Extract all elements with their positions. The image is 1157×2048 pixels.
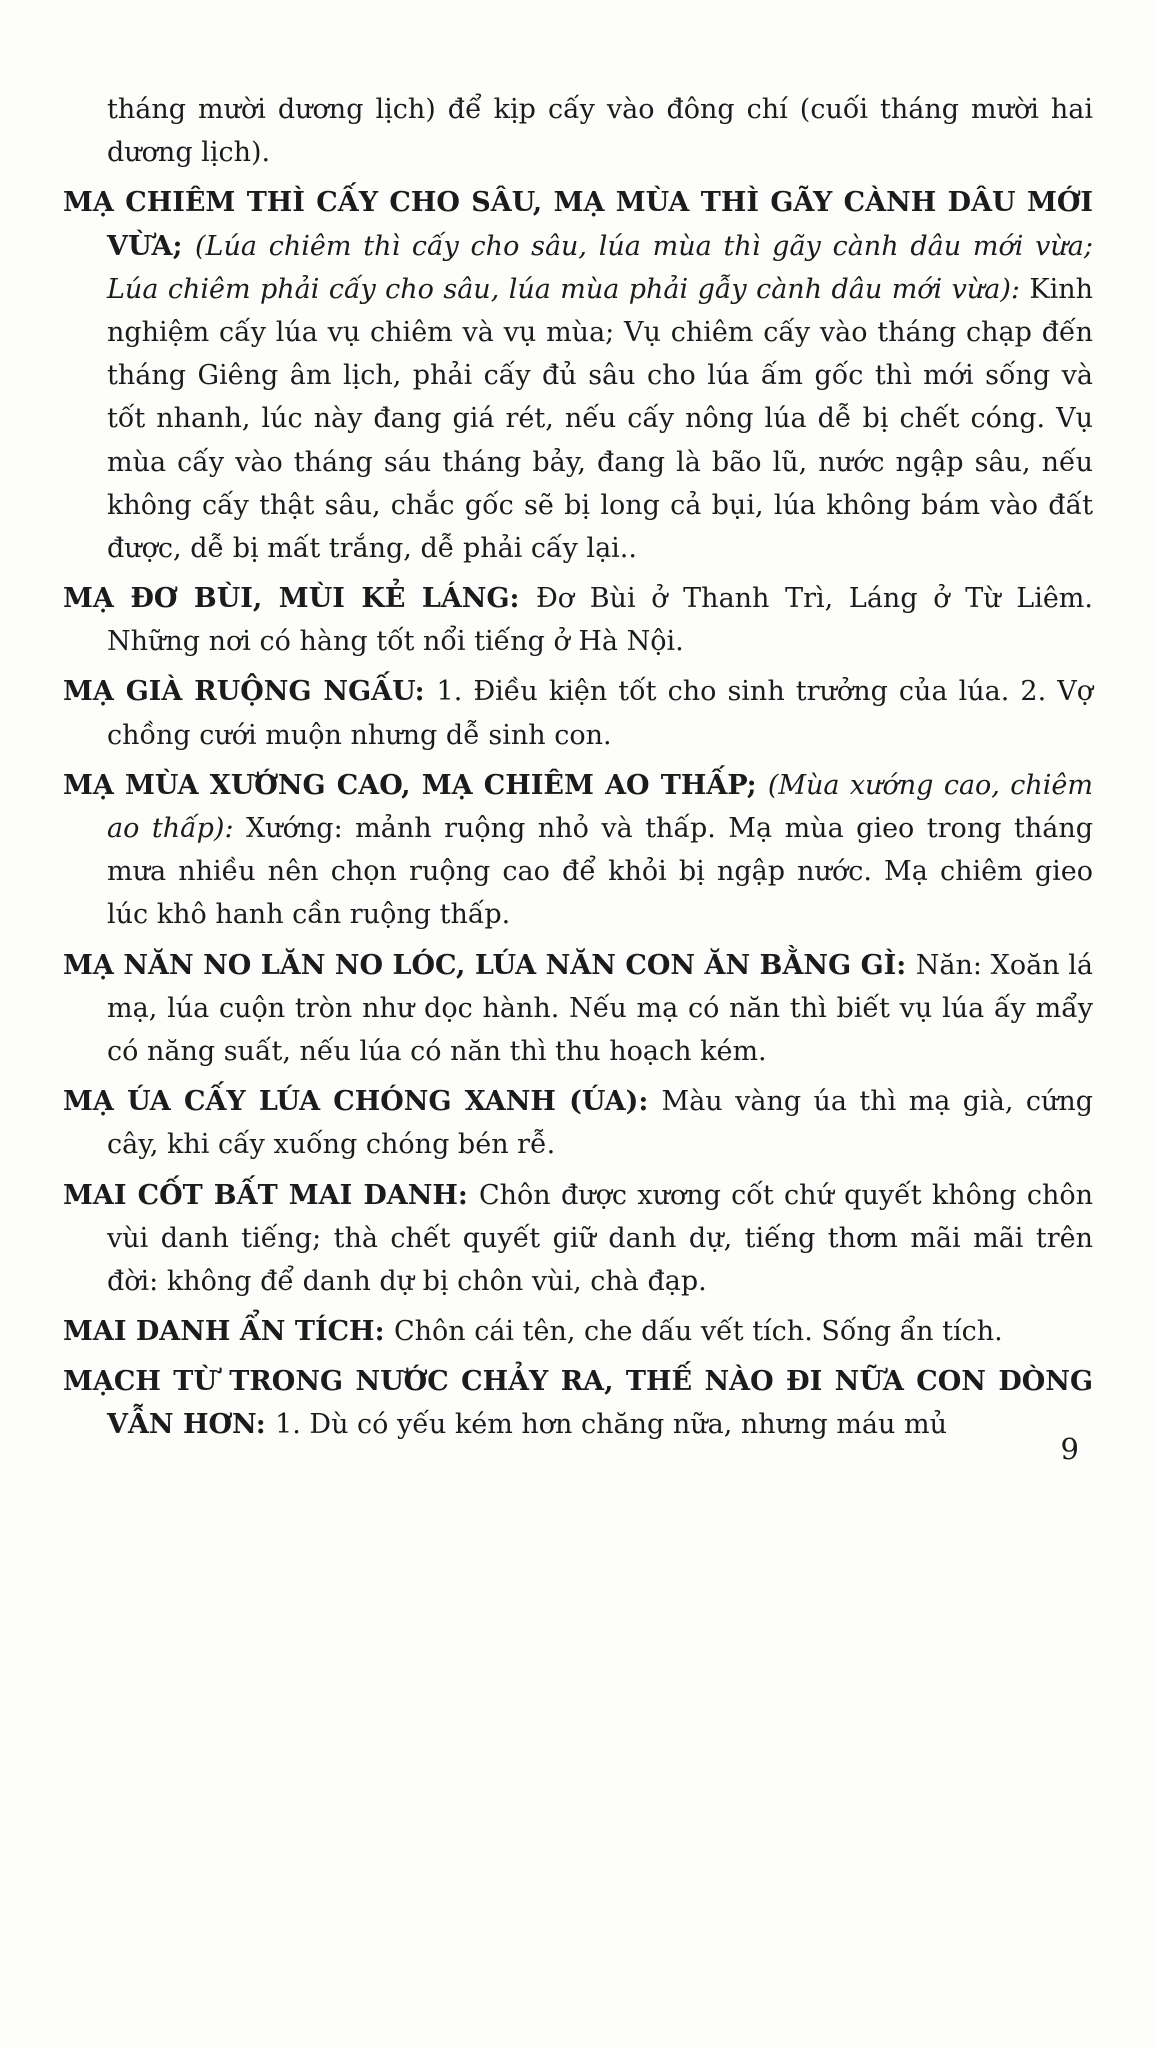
entry-definition-text: tháng mười dương lịch) để kịp cấy vào đông chí (cuối tháng mười hai dương lịch). bbox=[107, 94, 1093, 169]
entry-headword: MẠ NĂN NO LĂN NO LÓC, LÚA NĂN CON ĂN BẰNG GÌ: bbox=[63, 949, 916, 981]
entry-headword: MẠCH TỪ TRONG NƯỚC CHẢY RA, THẾ NÀO ĐI NỮA CON DÒNG VẪN HƠN: bbox=[63, 1366, 1093, 1441]
entry-definition-text: Kinh nghiệm cấy lúa vụ chiêm và vụ mùa; Vụ chiêm cấy vào tháng chạp đến tháng Giêng âm lịch, phải cấy đủ sâu cho lúa ấm gốc thì mới sống và tốt nhanh, lúc này đang giá rét, nếu cấy nông lúa dễ bị chết cóng. Vụ mùa cấy vào tháng sáu tháng bảy, đang là bão lũ, nước ngập sâu, nếu không cấy thật sâu, chắc gốc sẽ bị long cả bụi, lúa không bám vào đất được, dễ bị mất trắng, dễ phải cấy lại.. bbox=[107, 273, 1094, 564]
entry-headword: MAI DANH ẨN TÍCH: bbox=[63, 1316, 394, 1348]
dictionary-entry bbox=[63, 1310, 1093, 1353]
entry-definition-text: Xướng: mảnh ruộng nhỏ và thấp. Mạ mùa gieo trong tháng mưa nhiều nên chọn ruộng cao để khỏi bị ngập nước. Mạ chiêm gieo lúc khô hanh cần ruộng thấp. bbox=[107, 813, 1093, 931]
entry-definition-text: 1. Điều kiện tốt cho sinh trưởng của lúa. 2. Vợ chồng cưới muộn nhưng dễ sinh con. bbox=[107, 676, 1093, 751]
page-number: 9 bbox=[1060, 1432, 1079, 1466]
entry-headword: MẠ MÙA XƯỚNG CAO, MẠ CHIÊM AO THẤP; bbox=[63, 769, 768, 801]
dictionary-entry bbox=[63, 181, 1093, 570]
continuation-paragraph bbox=[63, 88, 1093, 174]
dictionary-entry bbox=[63, 764, 1093, 937]
dictionary-entry bbox=[63, 577, 1093, 663]
dictionary-entry bbox=[63, 670, 1093, 756]
dictionary-entry bbox=[63, 1360, 1093, 1446]
entry-definition-text: Chôn được xương cốt chứ quyết không chôn vùi danh tiếng; thà chết quyết giữ danh dự, tiếng thơm mãi mãi trên đời: không để danh dự bị chôn vùi, chà đạp. bbox=[107, 1179, 1093, 1297]
dictionary-entry bbox=[63, 944, 1093, 1074]
entry-definition-text: Năn: Xoăn lá mạ, lúa cuộn tròn như dọc hành. Nếu mạ có năn thì biết vụ lúa ấy mẩy có năng suất, nếu lúa có năn thì thu hoạch kém. bbox=[107, 949, 1093, 1067]
entry-definition-text: Màu vàng úa thì mạ già, cứng cây, khi cấy xuống chóng bén rễ. bbox=[107, 1086, 1094, 1161]
entry-headword: MẠ GIÀ RUỘNG NGẤU: bbox=[63, 676, 437, 708]
entry-definition-text: 1. Dù có yếu kém hơn chăng nữa, nhưng máu mủ bbox=[275, 1409, 947, 1441]
entry-variant-text: (Mùa xướng cao, chiêm ao thấp): bbox=[107, 769, 1093, 844]
entry-headword: MẠ ÚA CẤY LÚA CHÓNG XANH (ÚA): bbox=[63, 1086, 662, 1118]
entry-variant-text: (Lúa chiêm thì cấy cho sâu, lúa mùa thì gãy cành dâu mới vừa; Lúa chiêm phải cấy cho sâu, lúa mùa phải gẫy cành dâu mới vừa): bbox=[107, 230, 1093, 305]
dictionary-entry bbox=[63, 1080, 1093, 1166]
entry-definition-text: Chôn cái tên, che dấu vết tích. Sống ẩn tích. bbox=[393, 1316, 1003, 1348]
entry-headword: MẠ CHIÊM THÌ CẤY CHO SÂU, MẠ MÙA THÌ GÃY CÀNH DÂU MỚI VỪA; bbox=[63, 187, 1093, 262]
entry-headword: MẠ ĐƠ BÙI, MÙI KẺ LÁNG: bbox=[63, 583, 536, 615]
entry-headword: MAI CỐT BẤT MAI DANH: bbox=[63, 1179, 479, 1211]
entries-container bbox=[63, 88, 1093, 1454]
entry-definition-text: Đơ Bùi ở Thanh Trì, Láng ở Từ Liêm. Những nơi có hàng tốt nổi tiếng ở Hà Nội. bbox=[107, 583, 1093, 658]
dictionary-entry bbox=[63, 1174, 1093, 1304]
